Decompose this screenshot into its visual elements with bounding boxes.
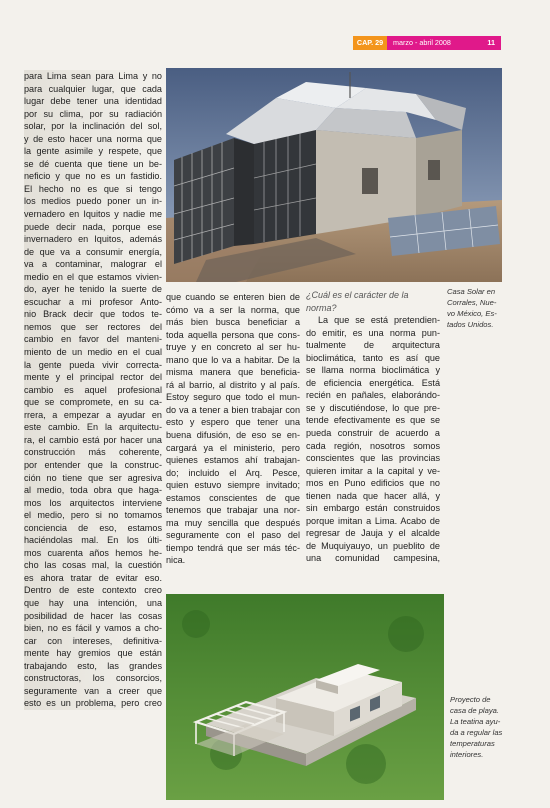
text-line: mos los arquitectos interviene <box>24 497 162 508</box>
page-header-bar <box>353 36 501 50</box>
text-line: que cuando se enteren bien de <box>166 292 300 302</box>
text-line: mente y el principal rector del <box>24 372 162 383</box>
text-line: se dé cuenta que tiene un be- <box>24 158 162 169</box>
text-line: tende efectivamente es que se <box>306 415 440 426</box>
caption-beach-house: Proyecto de casa de playa. La teatina ayu- da a regular las temperaturas interiores. <box>450 695 503 759</box>
text-line: buena difusión, de eso se en- <box>166 430 300 441</box>
text-line: se llama norma bioclimática y <box>306 365 440 376</box>
text-line: va a contaminar, malograr el <box>24 259 162 270</box>
text-line: nica. <box>166 555 186 566</box>
text-line: la gente pueda vivir correcta- <box>24 359 162 370</box>
text-line: mos cuarenta años hemos he- <box>24 547 162 558</box>
text-line: por su clima, por su radiación <box>24 108 162 119</box>
text-line: mente hay gremios que están <box>24 648 162 659</box>
text-line: quien estuvo siempre invitado; <box>166 480 300 491</box>
text-line: neficio y que no es un fastidio. <box>24 171 162 182</box>
text-line: do emitir, es una norma pun- <box>306 327 440 338</box>
text-line: quieren imitar a la capital y ve- <box>306 465 440 476</box>
section-subheading: norma? <box>306 302 337 313</box>
text-line: mano que lo va a habitar. De la <box>166 354 300 365</box>
text-line: bioclimática, tanto es así que <box>306 352 440 363</box>
text-line: vernadero en Iquitos y nadie me <box>24 209 162 220</box>
text-line: este cambio. En la arquitectu- <box>24 422 162 433</box>
text-line: haciéndolas mal. En los últi- <box>24 535 162 546</box>
text-line: tenemos que trabajar una nor- <box>166 505 300 516</box>
text-line: que se compromete, en su ca- <box>24 397 162 408</box>
text-line: ción no tiene que ser agresiva <box>24 472 162 483</box>
solar-house-photo <box>166 68 502 282</box>
text-line: El hecho no es que si tengo <box>24 183 162 194</box>
text-line: nemos que ser rectores del <box>24 321 162 332</box>
text-line: conciencia de eso, estamos <box>24 522 162 533</box>
text-line: tienen nada que hacer allá, y <box>306 490 440 501</box>
text-line: que hay una intención, una <box>24 597 162 608</box>
text-line: do, ayer he tenido la suerte de <box>24 284 162 295</box>
text-line: los medios puedo poner un in- <box>24 196 162 207</box>
text-line: lugar debe tener una identidad <box>24 96 162 107</box>
text-line: regresar de Jauja y el alcalde <box>306 528 440 539</box>
text-line: construcción más coherente, <box>24 447 162 458</box>
text-line: trabajando esto, las grandes <box>24 660 162 671</box>
article-column-2 <box>166 291 300 567</box>
caption-solar-house: Casa Solar en Corrales, Nue- vo México, Es- tados Unidos. <box>447 287 497 329</box>
text-line: toda aquella persona que cons- <box>166 329 300 340</box>
text-line: misma manera que beneficia- <box>166 367 300 378</box>
text-line: miento de un medio en el cual <box>24 347 162 358</box>
page-number: 11 <box>487 38 495 47</box>
text-line: la gente asimile y respete, que <box>24 146 162 157</box>
text-line: cambio es aquel profesional <box>24 384 162 395</box>
text-line: quienes estamos ahí trabajan- <box>166 455 300 466</box>
text-line: medio en el que estamos vivien- <box>24 271 162 282</box>
text-line: se y discutiéndose, lo que pre- <box>306 402 440 413</box>
text-line: para Lima sean para Lima y no <box>24 71 162 81</box>
text-line: La que se está pretendien- <box>318 315 440 326</box>
text-line: do va a tener a bien trabajar con <box>166 404 300 415</box>
text-line: sin embargo están construidos <box>306 503 440 514</box>
text-line: car con intereses, definitiva- <box>24 635 162 646</box>
text-line: seguramente con el paso del <box>166 530 300 541</box>
beach-house-render <box>166 594 444 800</box>
text-line: ma muy sencilla que después <box>166 517 300 528</box>
text-line: invernadero en Iquitos, además <box>24 234 162 245</box>
text-line: esto y espero que tener una <box>166 417 300 428</box>
text-line: cada región, nosotros somos <box>306 440 440 451</box>
text-line: estamos conscientes de que <box>166 492 300 503</box>
text-line: nio Brack decir que todos te- <box>24 309 162 320</box>
text-line: porque imitan a Lima. Acabo de <box>306 515 440 526</box>
text-line: puede decir nada, porque ese <box>24 221 162 232</box>
text-line: rá al barrio, al distrito y al país. <box>166 379 300 390</box>
chapter-badge: CAP. 29 <box>353 36 387 50</box>
article-column-1 <box>24 70 162 710</box>
text-line: pueda construir de acuerdo a <box>306 428 440 439</box>
text-line: rrera, a empezar a ayudar en <box>24 409 162 420</box>
text-line: de que va a consumir energía, <box>24 246 162 257</box>
text-line: por entender que la construc- <box>24 459 162 470</box>
text-line: cambio en favor del manteni- <box>24 334 162 345</box>
text-line: recién en pañales, elaborándo- <box>306 390 440 401</box>
text-line: Estoy seguro que todo el mun- <box>166 392 300 403</box>
text-line: cargará ya el ministerio, pero <box>166 442 300 453</box>
text-line: solar, por la inclinación del sol, <box>24 121 162 132</box>
text-line: de eficiencia energética. Está <box>306 377 440 388</box>
text-line: al medio, toda obra que haga- <box>24 485 162 496</box>
text-line: do; incluido el Arq. Pesce, <box>166 467 300 478</box>
issue-date: marzo - abril 2008 <box>393 38 451 47</box>
text-line: seguramente van a creer que <box>24 685 162 696</box>
text-line: mos en Puno edificios que no <box>306 478 440 489</box>
text-line: constructoras, los consorcios, <box>24 673 162 684</box>
text-line: conscientes que las provincias <box>306 453 440 464</box>
text-line: y de esto hacer una norma que <box>24 133 162 144</box>
text-line: esto es un problema, pero creo <box>24 698 162 709</box>
text-line: cho las cosas mal, la cuestión <box>24 560 162 571</box>
text-line: es ahora tratar de evitar eso. <box>24 572 162 583</box>
text-line: truye y en concreto al ser hu- <box>166 342 300 353</box>
text-line: para cualquier lugar, que cada <box>24 83 162 94</box>
text-line: escuchar a mi profesor Anto- <box>24 296 162 307</box>
text-line: una comunidad campesina, <box>306 553 440 564</box>
text-line: Dentro de este contexto creo <box>24 585 162 596</box>
text-line: tiempo tendrá que ser más téc- <box>166 542 300 553</box>
text-line: el medio, pero si no tomamos <box>24 510 162 521</box>
text-line: más bien busca beneficiar a <box>166 317 300 328</box>
article-column-3 <box>306 289 440 565</box>
text-line: de Muquiyauyo, un pueblito de <box>306 540 440 551</box>
text-line: posibilidad de hacer las cosas <box>24 610 162 621</box>
section-subheading: ¿Cuál es el carácter de la <box>306 290 409 300</box>
text-line: ra, el cambio está por hacer una <box>24 434 162 445</box>
text-line: bien, no es fácil y vamos a cho- <box>24 623 162 634</box>
text-line: tualmente de arquitectura <box>306 340 440 351</box>
text-line: cómo va a ser la norma, que <box>166 304 300 315</box>
